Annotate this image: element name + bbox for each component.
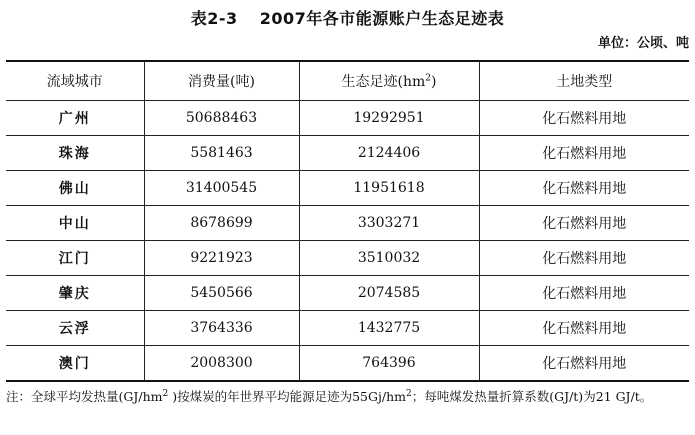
header-land-type: 土地类型 <box>479 61 689 101</box>
table-header-row <box>6 61 689 101</box>
table-row <box>6 101 689 136</box>
header-footprint: 生态足迹$(hm^2)$ <box>299 61 479 101</box>
cell-city: 广州 <box>6 101 144 136</box>
table-title <box>0 6 695 29</box>
cell-consumption: 5581463 <box>144 136 299 171</box>
table-row <box>6 206 689 241</box>
table-number: 表2-3 <box>190 9 238 28</box>
cell-consumption: 31400545 <box>144 171 299 206</box>
cell-city: 云浮 <box>6 311 144 346</box>
cell-consumption: 5450566 <box>144 276 299 311</box>
table-footnote: 注：全球平均发热量($GJ/hm^2$ )按煤炭的年世界平均能源足迹为$55Gj/hm^2$；每吨煤发热量折算系数(GJ/t)为21 GJ/t。 <box>6 389 653 405</box>
cell-city: 江门 <box>6 241 144 276</box>
table-row <box>6 276 689 311</box>
cell-land-type: 化石燃料用地 <box>479 206 689 241</box>
cell-land-type: 化石燃料用地 <box>479 171 689 206</box>
cell-consumption: 8678699 <box>144 206 299 241</box>
table-row <box>6 241 689 276</box>
unit-label: 单位：公顷、吨 <box>597 36 689 51</box>
cell-footprint: 764396 <box>299 346 479 382</box>
cell-land-type: 化石燃料用地 <box>479 101 689 136</box>
header-city: 流域城市 <box>6 61 144 101</box>
cell-footprint: 11951618 <box>299 171 479 206</box>
footprint-table <box>6 60 689 382</box>
cell-footprint: 2124406 <box>299 136 479 171</box>
header-consumption: 消费量(吨) <box>144 61 299 101</box>
cell-footprint: 2074585 <box>299 276 479 311</box>
table-row <box>6 136 689 171</box>
cell-consumption: 50688463 <box>144 101 299 136</box>
cell-land-type: 化石燃料用地 <box>479 311 689 346</box>
cell-city: 中山 <box>6 206 144 241</box>
cell-city: 澳门 <box>6 346 144 382</box>
cell-city: 肇庆 <box>6 276 144 311</box>
cell-footprint: 3303271 <box>299 206 479 241</box>
cell-city: 珠海 <box>6 136 144 171</box>
cell-consumption: 9221923 <box>144 241 299 276</box>
cell-footprint: 1432775 <box>299 311 479 346</box>
cell-land-type: 化石燃料用地 <box>479 136 689 171</box>
cell-footprint: 19292951 <box>299 101 479 136</box>
cell-consumption: 3764336 <box>144 311 299 346</box>
cell-consumption: 2008300 <box>144 346 299 382</box>
cell-land-type: 化石燃料用地 <box>479 241 689 276</box>
cell-city: 佛山 <box>6 171 144 206</box>
cell-land-type: 化石燃料用地 <box>479 346 689 382</box>
cell-land-type: 化石燃料用地 <box>479 276 689 311</box>
table-row <box>6 311 689 346</box>
table-title-text: 2007年各市能源账户生态足迹表 <box>259 9 505 28</box>
table-row <box>6 346 689 382</box>
cell-footprint: 3510032 <box>299 241 479 276</box>
table-row <box>6 171 689 206</box>
